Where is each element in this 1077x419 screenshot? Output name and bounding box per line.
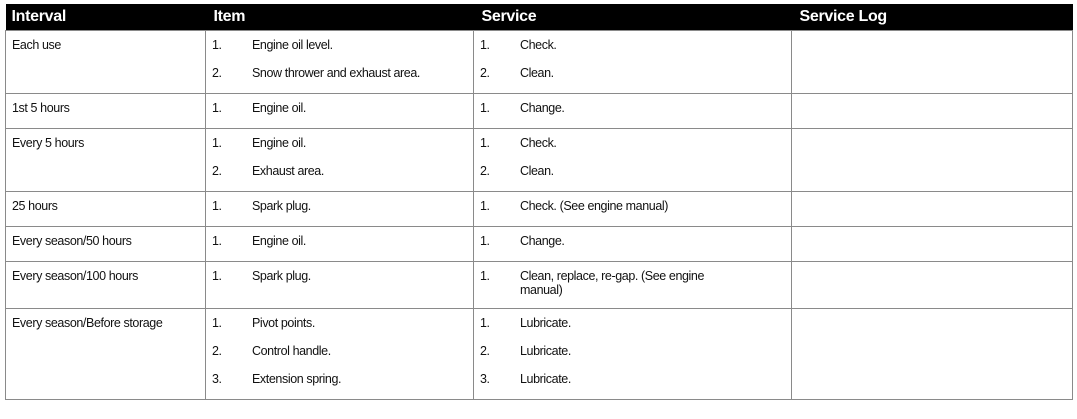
- item-cell: [206, 129, 474, 192]
- service-number: 3.: [480, 372, 490, 386]
- service-cell: [474, 262, 792, 309]
- service-log-cell[interactable]: [792, 31, 1073, 94]
- item-text: Engine oil.: [252, 101, 306, 115]
- list-item: [474, 337, 791, 365]
- service-text: Check. (See engine manual): [520, 199, 669, 213]
- service-cell: [474, 192, 792, 227]
- table-header-row: [6, 4, 1073, 31]
- item-text: Snow thrower and exhaust area.: [252, 66, 420, 80]
- item-text: Engine oil.: [252, 234, 306, 248]
- interval-cell: Every season/50 hours: [6, 227, 206, 262]
- list-item: [474, 262, 791, 301]
- service-log-cell[interactable]: [792, 262, 1073, 309]
- table-row: [6, 94, 1073, 129]
- item-cell: [206, 192, 474, 227]
- service-cell: [474, 94, 792, 129]
- interval-cell: Each use: [6, 31, 206, 94]
- table-row: [6, 262, 1073, 309]
- item-cell: [206, 94, 474, 129]
- table-row: [6, 31, 1073, 94]
- item-number: 1.: [212, 234, 222, 248]
- item-text: Pivot points.: [252, 316, 315, 330]
- maintenance-schedule: [5, 4, 1072, 400]
- list-item: [206, 59, 473, 87]
- item-text: Control handle.: [252, 344, 331, 358]
- service-cell: [474, 309, 792, 400]
- service-text: Clean.: [520, 66, 554, 80]
- list-item: [474, 129, 791, 157]
- list-item: [474, 192, 791, 213]
- list-item: [206, 192, 473, 213]
- service-text: Lubricate.: [520, 344, 571, 358]
- list-item: [474, 94, 791, 115]
- interval-cell: Every season/Before storage: [6, 309, 206, 400]
- list-item: [474, 157, 791, 185]
- interval-cell: Every season/100 hours: [6, 262, 206, 309]
- service-log-cell[interactable]: [792, 309, 1073, 400]
- service-cell: [474, 129, 792, 192]
- header-interval: Interval: [6, 4, 206, 31]
- service-text: Check.: [520, 38, 557, 52]
- maintenance-table: [5, 4, 1073, 400]
- service-text: Change.: [520, 101, 565, 115]
- item-number: 1.: [212, 269, 222, 283]
- interval-cell: 1st 5 hours: [6, 94, 206, 129]
- service-cell: [474, 31, 792, 94]
- item-number: 1.: [212, 199, 222, 213]
- table-row: [6, 129, 1073, 192]
- item-number: 1.: [212, 316, 222, 330]
- list-item: [474, 227, 791, 248]
- service-log-cell[interactable]: [792, 94, 1073, 129]
- list-item: [206, 129, 473, 157]
- service-log-cell[interactable]: [792, 129, 1073, 192]
- item-cell: [206, 227, 474, 262]
- service-number: 1.: [480, 101, 490, 115]
- item-number: 1.: [212, 101, 222, 115]
- item-text: Spark plug.: [252, 199, 311, 213]
- item-text: Exhaust area.: [252, 164, 324, 178]
- item-text: Engine oil.: [252, 136, 306, 150]
- item-number: 2.: [212, 344, 222, 358]
- list-item: [206, 365, 473, 393]
- item-number: 2.: [212, 164, 222, 178]
- list-item: [474, 31, 791, 59]
- interval-cell: Every 5 hours: [6, 129, 206, 192]
- header-item: Item: [206, 4, 474, 31]
- header-service-log: Service Log: [792, 4, 1073, 31]
- list-item: [474, 309, 791, 337]
- service-number: 1.: [480, 136, 490, 150]
- item-number: 2.: [212, 66, 222, 80]
- service-number: 1.: [480, 199, 490, 213]
- item-number: 1.: [212, 38, 222, 52]
- service-text: Check.: [520, 136, 557, 150]
- header-service: Service: [474, 4, 792, 31]
- service-log-cell[interactable]: [792, 192, 1073, 227]
- service-number: 1.: [480, 316, 490, 330]
- table-row: [6, 227, 1073, 262]
- item-cell: [206, 31, 474, 94]
- item-number: 1.: [212, 136, 222, 150]
- service-log-cell[interactable]: [792, 227, 1073, 262]
- list-item: [206, 31, 473, 59]
- list-item: [206, 94, 473, 115]
- service-number: 1.: [480, 234, 490, 248]
- service-text: Lubricate.: [520, 372, 571, 386]
- list-item: [206, 309, 473, 337]
- list-item: [206, 262, 473, 283]
- item-text: Extension spring.: [252, 372, 342, 386]
- item-text: Spark plug.: [252, 269, 311, 283]
- item-text: Engine oil level.: [252, 38, 333, 52]
- list-item: [474, 59, 791, 87]
- service-text: Lubricate.: [520, 316, 571, 330]
- service-text: Change.: [520, 234, 565, 248]
- service-number: 2.: [480, 164, 490, 178]
- service-text: Clean.: [520, 164, 554, 178]
- service-number: 2.: [480, 344, 490, 358]
- item-cell: [206, 262, 474, 309]
- service-number: 1.: [480, 38, 490, 52]
- list-item: [206, 157, 473, 185]
- item-cell: [206, 309, 474, 400]
- table-row: [6, 309, 1073, 400]
- service-cell: [474, 227, 792, 262]
- service-number: 1.: [480, 269, 490, 283]
- service-text: Clean, replace, re-gap. (See engine manual): [520, 269, 705, 297]
- table-row: [6, 192, 1073, 227]
- list-item: [474, 365, 791, 393]
- service-number: 2.: [480, 66, 490, 80]
- list-item: [206, 337, 473, 365]
- item-number: 3.: [212, 372, 222, 386]
- interval-cell: 25 hours: [6, 192, 206, 227]
- list-item: [206, 227, 473, 248]
